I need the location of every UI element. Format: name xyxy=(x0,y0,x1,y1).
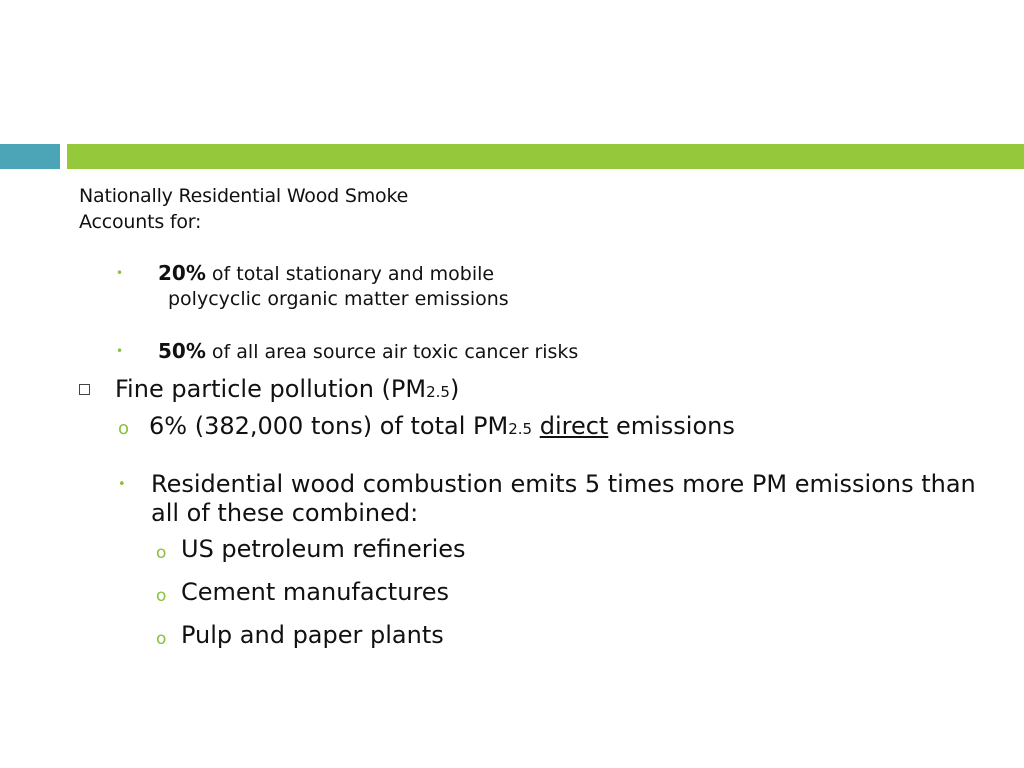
bullet-dot-icon: • xyxy=(116,344,124,358)
list-item-text: Cement manufactures xyxy=(181,578,450,606)
circle-bullet-icon: o xyxy=(156,586,167,606)
title-band-accent-right xyxy=(67,144,1024,169)
bullet-dot-icon: • xyxy=(118,477,126,492)
circle-bullet-icon: o xyxy=(118,418,130,439)
wood-combustion-line-1: Residential wood combustion emits 5 times more PM emissions than xyxy=(151,470,976,498)
stat-text-continuation: polycyclic organic matter emissions xyxy=(168,288,509,310)
pm-subscript: 2.5 xyxy=(426,383,450,401)
main-bullet-text: Fine particle pollution (PM xyxy=(115,375,427,403)
list-item-text: US petroleum refineries xyxy=(181,535,466,563)
heading-block xyxy=(79,183,408,235)
heading-line-2: Accounts for: xyxy=(79,211,202,233)
pm-item-text: 6% (382,000 tons) of total PM xyxy=(149,412,509,440)
heading-line-1: Nationally Residential Wood Smoke xyxy=(79,185,409,207)
title-band-accent-left xyxy=(0,144,60,169)
wood-combustion-line-2: all of these combined: xyxy=(151,499,419,527)
direct-underlined-text: direct xyxy=(539,412,609,440)
list-item-text: Pulp and paper plants xyxy=(181,621,444,649)
circle-bullet-icon: o xyxy=(156,629,167,649)
stat-value: 50% xyxy=(158,339,206,363)
square-bullet-icon xyxy=(79,384,90,395)
circle-bullet-icon: o xyxy=(156,543,167,563)
stat-value: 20% xyxy=(158,261,206,285)
main-bullet-text-end: ) xyxy=(449,375,460,403)
pm-subscript: 2.5 xyxy=(508,420,533,438)
pm-item-text-end: emissions xyxy=(608,412,735,440)
bullet-dot-icon: • xyxy=(116,266,124,280)
stat-text: of total stationary and mobile xyxy=(205,263,495,285)
stat-text: of all area source air toxic cancer risks xyxy=(205,341,579,363)
